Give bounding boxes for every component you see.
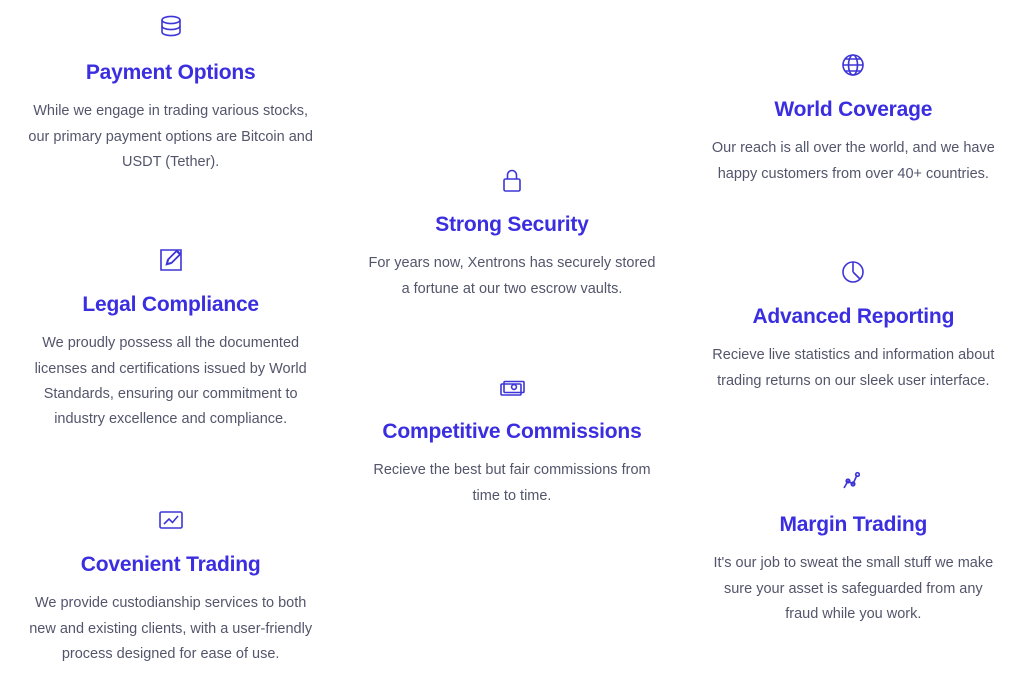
database-icon [151,8,191,48]
feature-title: Payment Options [85,61,256,84]
document-pen-icon [151,240,191,280]
feature-title: World Coverage [774,98,933,121]
feature-column-2 [341,0,682,695]
line-chart-icon [833,460,873,500]
lock-icon [492,160,532,200]
feature-advanced-reporting [683,252,1024,394]
banknotes-icon [492,367,532,407]
feature-description: It's our job to sweat the small stuff we make sure your asset is safeguarded from any fraud while you work. [713,555,994,622]
feature-margin-trading [683,460,1024,627]
feature-description: We provide custodianship services to both new and existing clients, with a user-friendly process designed for ease of use. [29,595,313,662]
feature-world-coverage [683,45,1024,187]
feature-description: Our reach is all over the world, and we have happy customers from over 40+ countries. [711,140,995,182]
feature-description: While we engage in trading various stocks, our primary payment options are Bitcoin and USDT (Tether). [28,103,313,170]
feature-description: Recieve the best but fair commissions from time to time. [373,462,651,504]
feature-column-1 [0,0,341,695]
feature-title: Legal Compliance [82,293,259,316]
feature-covenient-trading [0,500,341,667]
feature-legal-compliance [0,240,341,433]
feature-title: Margin Trading [779,513,928,536]
feature-title: Advanced Reporting [752,305,955,328]
feature-description: We proudly possess all the documented licenses and certifications issued by World Standards, ensuring our commitment to industry excellence and compliance. [34,335,307,428]
feature-description: For years now, Xentrons has securely stored a fortune at our two escrow vaults. [368,255,656,297]
pie-chart-icon [833,252,873,292]
feature-strong-security [341,160,682,302]
feature-column-3 [683,0,1024,695]
feature-description: Recieve live statistics and information about trading returns on our sleek user interface. [712,347,995,389]
feature-competitive-commissions [341,367,682,509]
globe-icon [833,45,873,85]
feature-payment-options [0,8,341,175]
feature-title: Competitive Commissions [382,420,642,443]
monitor-chart-icon [151,500,191,540]
feature-title: Covenient Trading [80,553,261,576]
feature-title: Strong Security [435,213,589,236]
